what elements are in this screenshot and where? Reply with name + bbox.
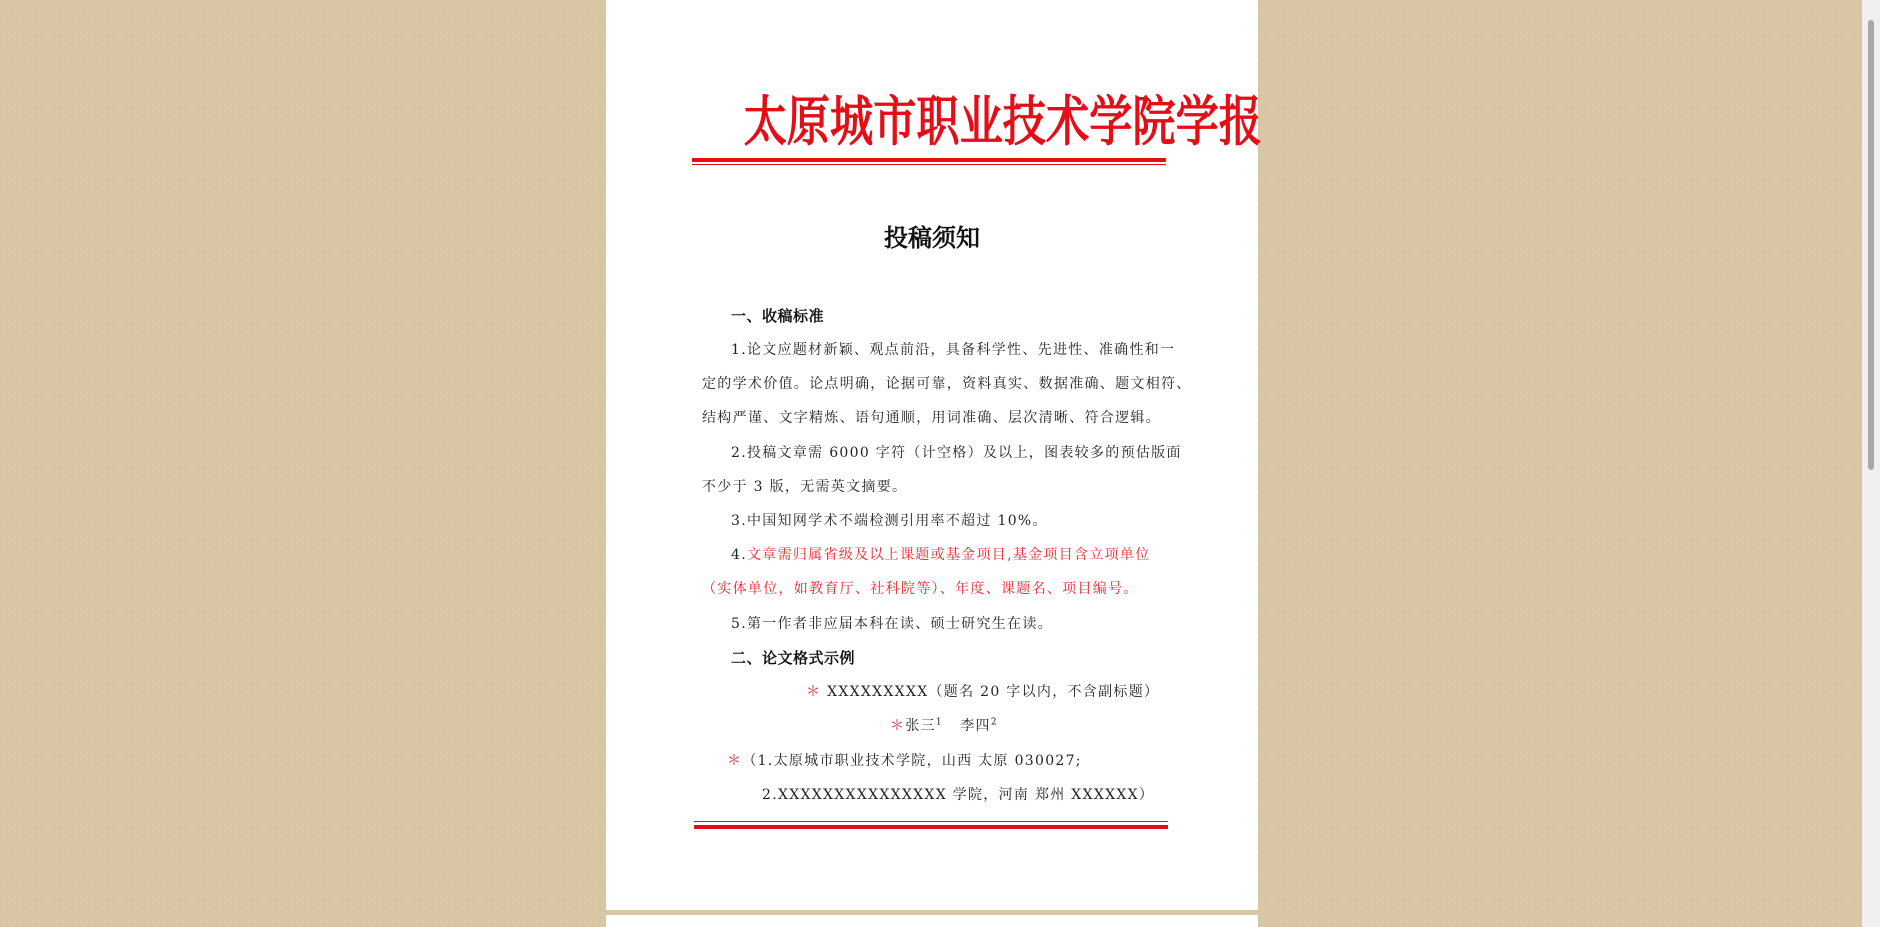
example-title: XXXXXXXXX（题名 20 字以内，不含副标题） [827,684,1160,700]
next-page-edge [606,915,1258,927]
section2-heading: 二、论文格式示例 [731,649,856,667]
item4-number: 4. [731,547,747,563]
footer-rule-thin [694,821,1168,822]
author-2-sup: 2 [990,717,998,728]
masthead-rule-thick [692,158,1166,162]
item1-line3: 结构严谨、文字精炼、语句通顺，用词准确、层次清晰、符合逻辑。 [702,410,1161,426]
item1-line2: 定的学术价值。论点明确，论据可靠，资料真实、数据准确、题文相符、 [702,376,1192,392]
item3-line: 3.中国知网学术不端检测引用率不超过 10%。 [731,513,1048,529]
affiliation-1: （1.太原城市职业技术学院，山西 太原 030027; [742,753,1082,769]
item4-requirement-text: 文章需归属省级及以上课题或基金项目,基金项目含立项单位 [746,547,1151,563]
document-title: 投稿须知 [884,224,980,252]
author-2: 李四 [960,718,991,734]
scrollbar-thumb[interactable] [1868,20,1874,470]
required-star-icon: ＊ [806,684,822,700]
footer-rule-thick [694,825,1168,829]
example-authors-line [890,715,998,735]
masthead-rule-thin [692,164,1166,165]
section1-heading: 一、收稿标准 [731,307,825,325]
vertical-scrollbar[interactable] [1862,0,1880,927]
journal-masthead: 太原城市职业技术学院学报 [743,89,1262,153]
required-star-icon: ＊ [727,753,743,769]
example-affiliation-line2: 2.XXXXXXXXXXXXXXX 学院，河南 郑州 XXXXXX） [762,787,1155,803]
item5-line: 5.第一作者非应届本科在读、硕士研究生在读。 [731,616,1053,632]
item2-line2: 不少于 3 版，无需英文摘要。 [702,479,908,495]
item4-line2: （实体单位，如教育厅、社科院等）、年度、课题名、项目编号。 [702,581,1139,597]
document-page [606,0,1262,910]
item2-line1: 2.投稿文章需 6000 字符（计空格）及以上，图表较多的预估版面 [731,445,1182,461]
author-1-sup: 1 [935,717,943,728]
author-1: 张三 [905,718,936,734]
example-affiliation-line1 [727,750,1082,770]
item1-line1: 1.论文应题材新颖、观点前沿，具备科学性、先进性、准确性和一 [731,342,1176,358]
required-star-icon: ＊ [890,718,906,734]
example-title-line [806,681,1159,701]
item4-line1 [731,544,1151,564]
